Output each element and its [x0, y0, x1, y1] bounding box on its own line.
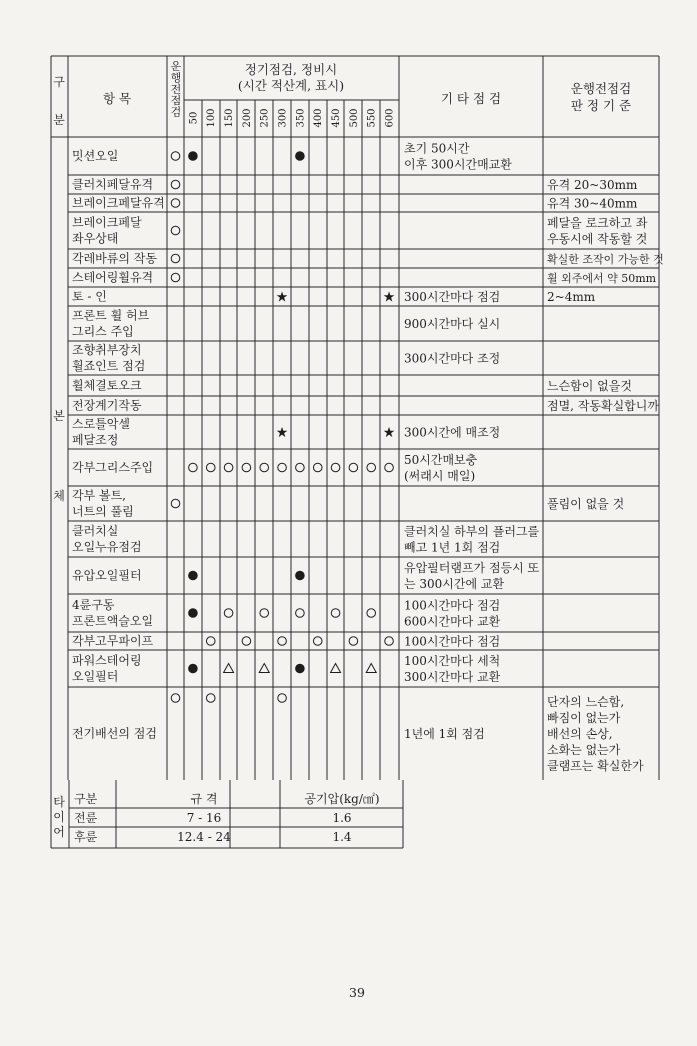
open-circle-mark [278, 694, 287, 703]
filled-circle-mark [189, 571, 198, 580]
open-circle-mark [171, 499, 180, 508]
row-item-label: 좌우상태 [72, 231, 119, 246]
row-criteria-text: 느슨함이 없을것 [547, 379, 632, 393]
row-other-text: 300시간마다 조정 [404, 351, 501, 366]
hour-label: 250 [259, 108, 271, 128]
division-header: 구 [53, 75, 65, 89]
row-item-label: 각부그리스주입 [72, 460, 154, 475]
row-other-text: 300시간마다 점검 [404, 290, 501, 304]
open-circle-mark [349, 463, 358, 472]
row-other-text: 100시간마다 점검 [404, 634, 501, 649]
filled-circle-mark [296, 571, 305, 580]
open-circle-mark [296, 463, 305, 472]
svg-text:운: 운 [170, 60, 182, 73]
row-item-label: 각부 볼트, [72, 488, 126, 503]
row-item-label: 클러치페달유격 [72, 177, 154, 192]
filled-circle-mark [189, 609, 198, 618]
tire-division-label: 타 [53, 795, 65, 809]
row-other-text: 클러치실 하부의 플러그를 [404, 524, 540, 539]
open-circle-mark [242, 463, 251, 472]
open-circle-mark [278, 463, 287, 472]
periodic-title: 정기점검, 정비시 [244, 62, 338, 77]
filled-circle-mark [296, 152, 305, 161]
star-mark: ★ [382, 425, 396, 441]
hour-label: 550 [366, 108, 378, 128]
row-other-text: 는 300시간에 교환 [404, 577, 505, 591]
row-item-label: 토 - 인 [72, 289, 107, 304]
row-item-label: 그리스 주입 [72, 324, 134, 339]
criteria-header: 운행전점검 [570, 81, 632, 96]
star-mark: ★ [275, 425, 289, 441]
row-other-text: 빼고 1년 1회 점검 [404, 540, 501, 555]
row-criteria-text: 유격 20~30mm [547, 178, 638, 192]
row-item-label: 휠죠인트 점검 [72, 359, 146, 373]
hour-label: 500 [348, 108, 360, 128]
open-circle-mark [171, 152, 180, 161]
open-circle-mark [171, 180, 180, 189]
row-other-text: 300시간마다 교환 [404, 670, 501, 684]
triangle-mark [366, 664, 376, 673]
open-circle-mark [206, 694, 215, 703]
row-item-label: 페달조정 [72, 433, 119, 447]
open-circle-mark [260, 609, 269, 618]
open-circle-mark [171, 254, 180, 263]
svg-text:검: 검 [170, 105, 182, 119]
pre-op-header [171, 60, 182, 119]
row-other-text: 600시간마다 교환 [404, 614, 501, 629]
row-other-text: 100시간마다 세척 [404, 654, 501, 668]
open-circle-mark [206, 463, 215, 472]
row-item-label: 클러치실 [72, 524, 119, 538]
row-other-text: 300시간에 매조정 [404, 425, 501, 440]
tire-division-label: 어 [53, 825, 65, 839]
star-mark: ★ [275, 289, 289, 306]
open-circle-mark [189, 463, 198, 472]
row-criteria-text: 클램프는 확실한가 [547, 759, 644, 773]
row-item-label: 파워스테어링 [72, 653, 142, 668]
open-circle-mark [242, 637, 251, 646]
row-criteria-text: 소화는 없는가 [547, 743, 621, 757]
row-item-label: 오일필터 [72, 669, 119, 684]
hour-label: 200 [241, 108, 253, 128]
tire-row-spec: 12.4 - 24 [177, 830, 231, 844]
open-circle-mark [313, 463, 322, 472]
triangle-mark [259, 664, 269, 673]
row-other-text: 1년에 1회 점검 [404, 727, 485, 741]
open-circle-mark [331, 463, 340, 472]
hour-label: 600 [384, 108, 396, 128]
open-circle-mark [349, 637, 358, 646]
body-division-label: 체 [53, 489, 65, 503]
tire-division-label: 이 [53, 810, 65, 824]
open-circle-mark [260, 463, 269, 472]
page-number: 39 [349, 985, 365, 1000]
hour-label: 50 [188, 111, 200, 125]
open-circle-mark [296, 609, 305, 618]
tire-row-pressure: 1.6 [332, 811, 352, 825]
filled-circle-mark [189, 664, 198, 673]
open-circle-mark [385, 637, 394, 646]
row-item-label: 전장계기작동 [72, 398, 142, 413]
svg-text:점: 점 [170, 94, 182, 108]
other-header: 기 타 점 검 [440, 91, 502, 106]
item-header: 항 목 [102, 91, 132, 106]
row-item-label: 유압오일필터 [72, 568, 142, 583]
row-item-label: 프론트 휠 허브 [72, 308, 150, 323]
open-circle-mark [385, 463, 394, 472]
row-criteria-text: 유격 30~40mm [547, 196, 638, 211]
open-circle-mark [171, 273, 180, 282]
division-header: 분 [53, 113, 65, 127]
body-division-label: 본 [53, 409, 65, 423]
row-item-label: 브레이크페달 [72, 215, 142, 230]
row-item-label: 각부고무파이프 [72, 634, 154, 648]
row-other-text: (써래시 매일) [404, 469, 476, 483]
hour-label: 450 [331, 108, 343, 128]
row-criteria-text: 단자의 느슨함, [547, 695, 625, 709]
open-circle-mark [367, 609, 376, 618]
row-other-text: 50시간매보충 [404, 453, 478, 467]
row-item-label: 휠체결토오크 [72, 378, 142, 393]
tire-row-label: 후륜 [74, 830, 98, 844]
row-item-label: 4륜구동 [72, 598, 115, 612]
row-item-label: 너트의 풀림 [72, 504, 134, 519]
row-item-label: 브레이크페달유격 [72, 196, 165, 210]
tire-row-label: 전륜 [74, 811, 98, 825]
row-other-text: 100시간마다 점검 [404, 598, 501, 613]
row-criteria-text: 풀림이 없을 것 [547, 497, 625, 511]
open-circle-mark [278, 637, 287, 646]
tire-header-spec: 규 격 [190, 792, 218, 806]
tire-row-pressure: 1.4 [332, 830, 352, 844]
row-criteria-text: 점멸, 작동확실합니까 [547, 399, 659, 413]
row-other-text: 초기 50시간 [404, 141, 470, 156]
svg-text:전: 전 [170, 82, 182, 96]
row-criteria-text: 확실한 조작이 가능한 것 [547, 253, 664, 266]
open-circle-mark [367, 463, 376, 472]
open-circle-mark [171, 199, 180, 208]
open-circle-mark [171, 694, 180, 703]
row-other-text: 유압필터램프가 점등시 또 [404, 561, 540, 575]
filled-circle-mark [296, 664, 305, 673]
hour-label: 400 [313, 108, 325, 128]
row-criteria-text: 빠짐이 없는가 [547, 711, 621, 725]
tire-header-division: 구분 [74, 792, 98, 806]
open-circle-mark [313, 637, 322, 646]
row-item-label: 조향취부장치 [72, 343, 142, 357]
criteria-header: 판 정 기 준 [570, 98, 632, 113]
open-circle-mark [206, 637, 215, 646]
hour-label: 100 [206, 108, 218, 128]
open-circle-mark [224, 463, 233, 472]
triangle-mark [224, 664, 234, 673]
hour-label: 350 [295, 108, 307, 128]
row-item-label: 스로틀악셀 [72, 417, 130, 431]
row-item-label: 스테어링휠유격 [72, 270, 154, 285]
hour-label: 300 [277, 108, 289, 128]
row-criteria-text: 우동시에 작동할 것 [547, 232, 648, 246]
row-item-label: 밋션오일 [72, 149, 119, 163]
row-other-text: 900시간마다 실시 [404, 317, 501, 331]
open-circle-mark [171, 226, 180, 235]
filled-circle-mark [189, 152, 198, 161]
periodic-subtitle: (시간 적산계, 표시) [237, 78, 345, 93]
triangle-mark [331, 664, 341, 673]
svg-text:행: 행 [170, 71, 182, 85]
row-criteria-text: 페달을 로크하고 좌 [547, 216, 648, 230]
row-item-label: 전기배선의 점검 [72, 726, 157, 741]
row-criteria-text: 2~4mm [547, 290, 596, 304]
row-other-text: 이후 300시간매교환 [404, 157, 512, 172]
hour-label: 150 [224, 108, 236, 128]
tire-header-pressure: 공기압(kg/㎠) [304, 792, 380, 806]
row-item-label: 각레바류의 작동 [72, 251, 157, 266]
star-mark: ★ [382, 289, 396, 306]
row-criteria-text: 배선의 손상, [547, 727, 613, 741]
open-circle-mark [224, 609, 233, 618]
row-criteria-text: 휠 외주에서 약 50mm [547, 272, 657, 285]
open-circle-mark [331, 609, 340, 618]
row-item-label: 오일누유점검 [72, 540, 142, 554]
tire-row-spec: 7 - 16 [186, 811, 222, 825]
row-item-label: 프론트액슬오일 [72, 614, 154, 628]
